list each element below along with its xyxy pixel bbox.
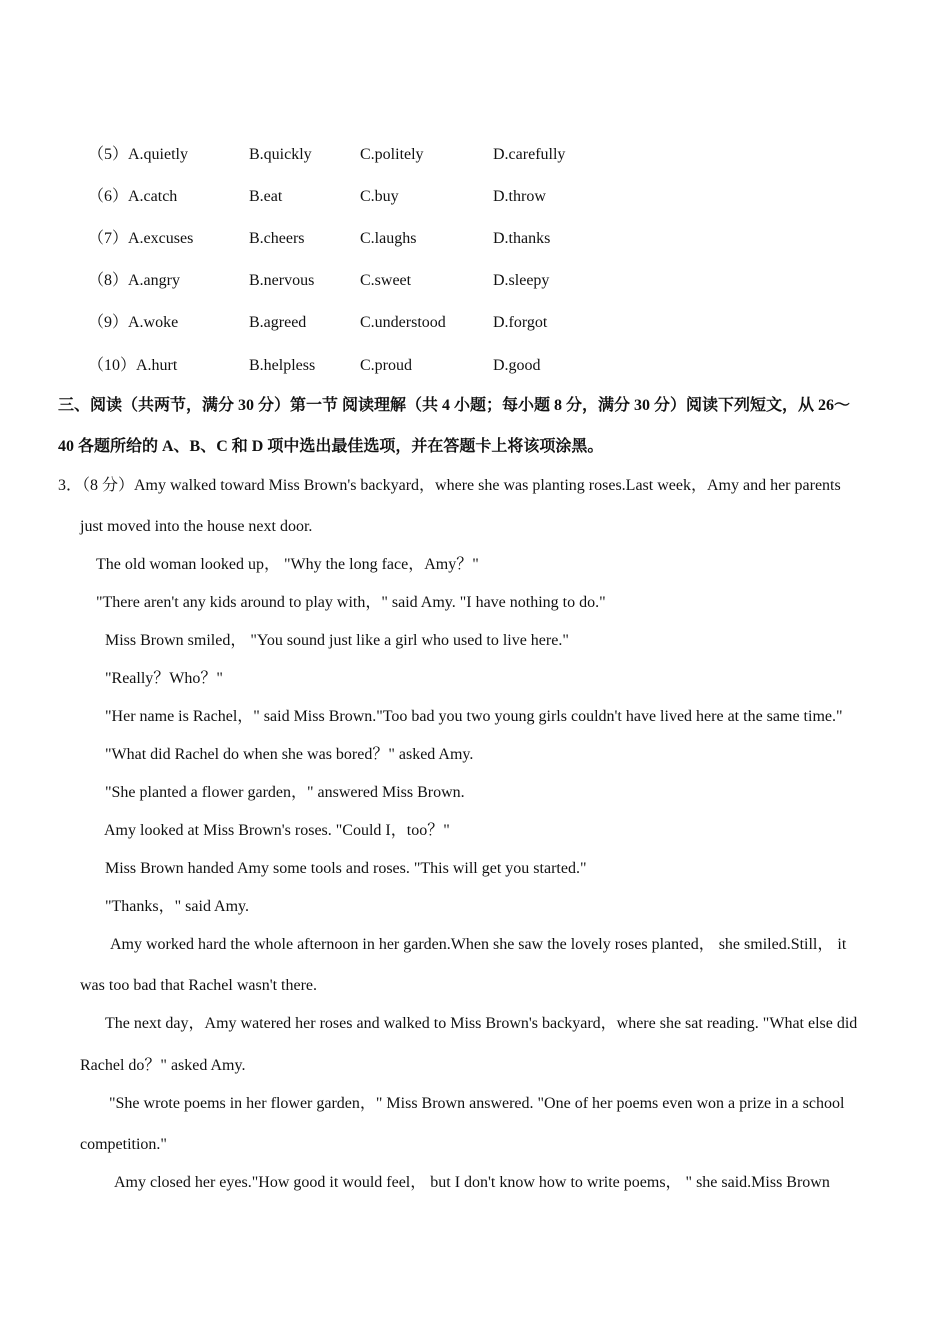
option-a: （7）A.excuses: [88, 230, 194, 247]
passage-line: "Really？Who？": [105, 670, 223, 687]
option-b: B.eat: [249, 188, 283, 205]
question-header: 3．（8 分）Amy walked toward Miss Brown's backyard，where she was planting roses.Last week，Amy and her parents: [58, 477, 841, 494]
passage-line: "There aren't any kids around to play with，" said Amy. "I have nothing to do.": [96, 594, 606, 611]
section-heading-line1: 三、阅读（共两节，满分 30 分）第一节 阅读理解（共 4 小题；每小题 8 分，满分 30 分）阅读下列短文，从 26～: [58, 397, 851, 414]
passage-line: Amy worked hard the whole afternoon in her garden.When she saw the lovely roses planted， she smiled.Still， it: [110, 936, 847, 953]
option-a: （9）A.woke: [88, 314, 179, 331]
passage-line: Miss Brown smiled， "You sound just like a girl who used to live here.": [105, 632, 569, 649]
option-d: D.good: [493, 357, 541, 374]
option-d: D.sleepy: [493, 272, 550, 289]
option-d: D.throw: [493, 188, 546, 205]
passage-line: The next day，Amy watered her roses and walked to Miss Brown's backyard，where she sat reading. "What else did: [105, 1015, 858, 1032]
passage-line: "What did Rachel do when she was bored？" asked Amy.: [105, 746, 474, 763]
option-d: D.carefully: [493, 146, 566, 163]
option-c: C.buy: [360, 188, 399, 205]
option-b: B.agreed: [249, 314, 307, 331]
passage-line: Amy looked at Miss Brown's roses. "Could I，too？": [104, 822, 450, 839]
option-b: B.cheers: [249, 230, 305, 247]
passage-line: "Thanks，" said Amy.: [105, 898, 250, 915]
passage-line: "She planted a flower garden，" answered Miss Brown.: [105, 784, 465, 801]
option-c: C.laughs: [360, 230, 417, 247]
option-c: C.politely: [360, 146, 424, 163]
passage-line: competition.": [80, 1136, 167, 1153]
option-a: （8）A.angry: [88, 272, 180, 289]
option-b: B.helpless: [249, 357, 316, 374]
option-c: C.sweet: [360, 272, 412, 289]
option-a: （5）A.quietly: [88, 146, 188, 163]
passage-line: Miss Brown handed Amy some tools and roses. "This will get you started.": [105, 860, 587, 877]
option-c: C.understood: [360, 314, 446, 331]
option-b: B.quickly: [249, 146, 312, 163]
section-heading-line2: 40 各题所给的 A、B、C 和 D 项中选出最佳选项，并在答题卡上将该项涂黑。: [58, 438, 604, 455]
option-d: D.thanks: [493, 230, 551, 247]
option-a: （6）A.catch: [88, 188, 178, 205]
question-header-cont: just moved into the house next door.: [80, 518, 313, 535]
passage-line: Amy closed her eyes."How good it would feel， but I don't know how to write poems， " she said.Miss Brown: [114, 1174, 830, 1191]
passage-line: Rachel do？" asked Amy.: [80, 1057, 246, 1074]
option-a: （10）A.hurt: [88, 357, 178, 374]
passage-line: The old woman looked up， "Why the long face，Amy？": [96, 556, 479, 573]
passage-line: was too bad that Rachel wasn't there.: [80, 977, 318, 994]
passage-line: "She wrote poems in her flower garden，" Miss Brown answered. "One of her poems even won a prize in a school: [109, 1095, 845, 1112]
option-d: D.forgot: [493, 314, 548, 331]
passage-line: "Her name is Rachel，" said Miss Brown."Too bad you two young girls couldn't have lived here at the same time.": [105, 708, 843, 725]
option-c: C.proud: [360, 357, 412, 374]
option-b: B.nervous: [249, 272, 315, 289]
